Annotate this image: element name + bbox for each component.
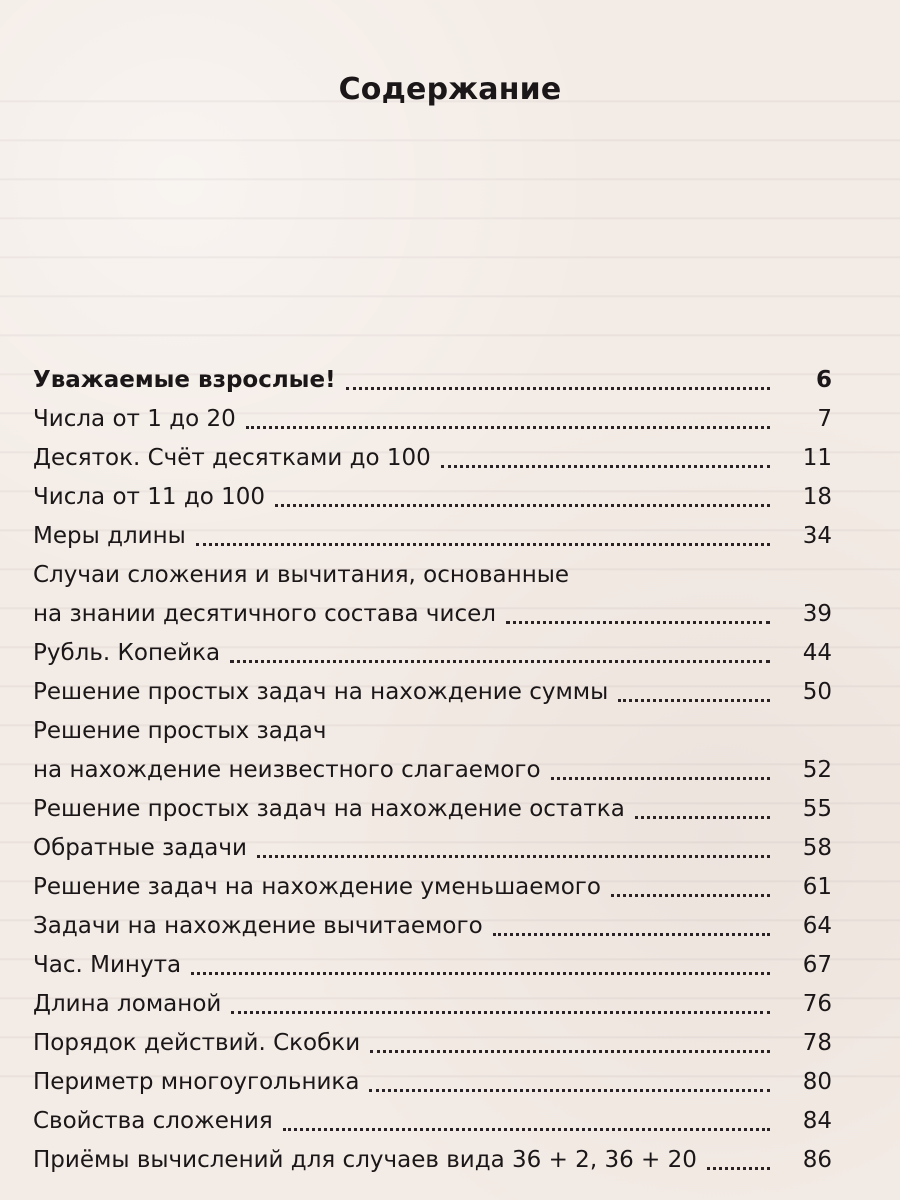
toc-leader-dots (346, 387, 770, 390)
toc-entry-rubl-kopeyka (33, 634, 832, 673)
toc-entry-title: Приёмы вычислений для случаев вида 36 + 2, 36 + 20 (33, 1147, 697, 1173)
toc-leader-dots (611, 894, 770, 897)
toc-entry-zadachi-summa (33, 673, 832, 712)
toc-entry-dlina-lomanoy (33, 985, 832, 1024)
toc-page-number: 86 (802, 1147, 832, 1173)
toc-entry-desyatok (33, 439, 832, 478)
toc-entry-zadachi-ostatok (33, 790, 832, 829)
page-title: Содержание (338, 72, 562, 107)
toc-page-number: 52 (802, 757, 832, 783)
toc-entry-umenshaemoe (33, 868, 832, 907)
toc-entry-title-line2: на нахождение неизвестного слагаемого (33, 757, 541, 783)
toc-page-number: 34 (802, 523, 832, 549)
toc-leader-dots (618, 699, 770, 702)
toc-leader-dots (257, 855, 770, 858)
toc-leader-dots (246, 426, 770, 429)
toc-leader-dots (635, 816, 770, 819)
toc-entry-title: Числа от 1 до 20 (33, 406, 236, 432)
toc-page-number: 64 (802, 913, 832, 939)
toc-page-number: 39 (802, 601, 832, 627)
toc-entry-title: Десяток. Счёт десятками до 100 (33, 445, 431, 471)
toc-entry-obratnye-zadachi (33, 829, 832, 868)
toc-leader-dots (369, 1089, 770, 1092)
toc-entry-title: Длина ломаной (33, 991, 222, 1017)
toc-leader-dots (370, 1050, 770, 1053)
toc-entry-title: Задачи на нахождение вычитаемого (33, 913, 483, 939)
toc-entry-mery-dliny (33, 517, 832, 556)
toc-entry-title-line1: Случаи сложения и вычитания, основанные (33, 562, 570, 588)
toc-leader-dots (441, 465, 770, 468)
toc-page-number: 44 (802, 640, 832, 666)
toc-entry-title: Уважаемые взрослые! (33, 367, 336, 393)
toc-leader-dots (230, 660, 770, 663)
toc-entry-title: Порядок действий. Скобки (33, 1030, 361, 1056)
toc-entry-title-line1: Решение простых задач (33, 718, 327, 744)
toc-entry-title: Периметр многоугольника (33, 1069, 360, 1095)
toc-entry-chas-minuta (33, 946, 832, 985)
toc-entry-title: Числа от 11 до 100 (33, 484, 266, 510)
toc-leader-dots (196, 543, 770, 546)
toc-entry-title: Рубль. Копейка (33, 640, 221, 666)
toc-entry-row (33, 595, 832, 634)
toc-page-number: 6 (815, 367, 832, 393)
toc-leader-dots (275, 504, 770, 507)
toc-entry-title: Решение простых задач на нахождение суммы (33, 679, 609, 705)
toc-entry-title: Решение простых задач на нахождение остатка (33, 796, 625, 822)
toc-page-number: 18 (802, 484, 832, 510)
toc-leader-dots (231, 1011, 770, 1014)
toc-leader-dots (191, 972, 770, 975)
toc-entry-vychitaemoe (33, 907, 832, 946)
toc-entry-sluchai-slozheniya (33, 556, 832, 634)
toc-page-number: 50 (802, 679, 832, 705)
toc-entry-title: Меры длины (33, 523, 186, 549)
toc-page-number: 55 (802, 796, 832, 822)
toc-entry-title: Обратные задачи (33, 835, 247, 861)
toc-leader-dots (493, 933, 770, 936)
toc-leader-dots (506, 621, 770, 624)
table-of-contents (33, 361, 832, 1180)
toc-entry-perimetr (33, 1063, 832, 1102)
toc-entry-chisla-1-20 (33, 400, 832, 439)
toc-page-number: 7 (817, 406, 832, 432)
toc-entry-title: Решение задач на нахождение уменьшаемого (33, 874, 601, 900)
toc-entry-chisla-11-100 (33, 478, 832, 517)
toc-entry-poryadok-deystviy (33, 1024, 832, 1063)
toc-page-number: 61 (802, 874, 832, 900)
toc-entry-svoystva-slozheniya (33, 1102, 832, 1141)
toc-leader-dots (707, 1167, 770, 1170)
toc-page-number: 76 (802, 991, 832, 1017)
toc-entry-row (33, 751, 832, 790)
toc-entry-zadachi-slagaemoe (33, 712, 832, 790)
toc-page-number: 58 (802, 835, 832, 861)
toc-page-number: 84 (802, 1108, 832, 1134)
toc-entry-title: Свойства сложения (33, 1108, 273, 1134)
toc-entry-priemy-vychisleniy (33, 1141, 832, 1180)
toc-entry-title-line2: на знании десятичного состава чисел (33, 601, 496, 627)
toc-page-number: 78 (802, 1030, 832, 1056)
toc-page-number: 67 (802, 952, 832, 978)
toc-leader-dots (551, 777, 770, 780)
toc-entry-uvazhaemye-vzroslye (33, 361, 832, 400)
toc-entry-title: Час. Минута (33, 952, 182, 978)
toc-leader-dots (283, 1128, 770, 1131)
toc-page-number: 11 (802, 445, 832, 471)
toc-page-number: 80 (802, 1069, 832, 1095)
